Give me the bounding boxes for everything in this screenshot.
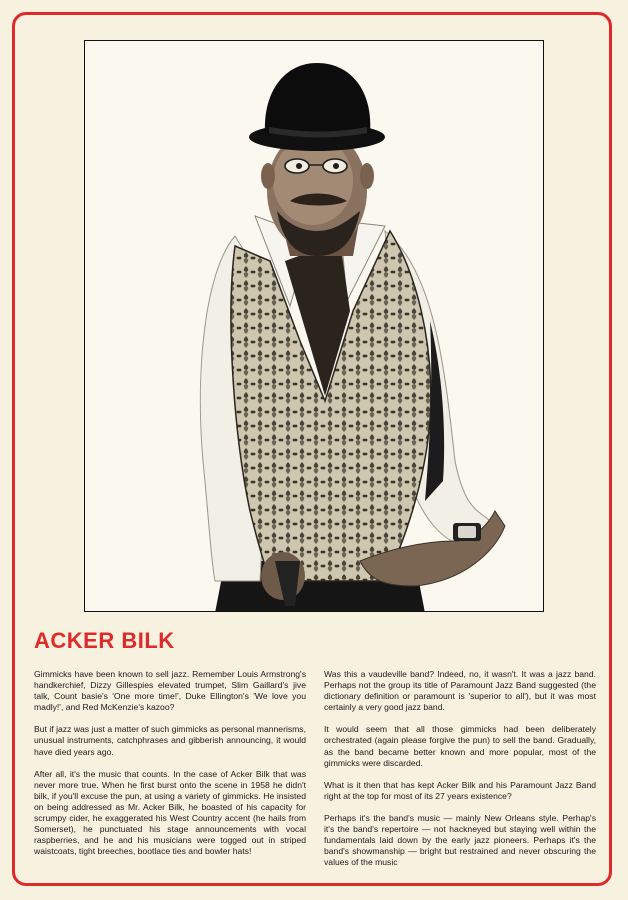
portrait-illustration (85, 41, 544, 612)
paragraph: Perhaps it's the band's music — mainly New Orleans style. Perhap's it's the band's repertoire — not hackneyed but staying well within the fundamentals laid down by the early jazz pioneers. Perhaps it's the band's showmanship — bright but restrained and never obscuring the values of the music (324, 812, 596, 868)
article-headline: ACKER BILK (34, 628, 175, 653)
paragraph: But if jazz was just a matter of such gimmicks as personal mannerisms, unusual instruments, catchphrases and gibberish announcing, it would have died years ago. (34, 724, 306, 757)
article-column-left (34, 669, 306, 868)
portrait-photo (84, 40, 544, 612)
paragraph: After all, it's the music that counts. In the case of Acker Bilk that was never more true. When he first burst onto the scene in 1958 he didn't bilk, if you'll excuse the pun, at using a variety of gimmicks. He insisted on being addressed as Mr. Acker Bilk, he boasted of his capacity for scrumpy cider, he exaggerated his West Country accent (he hails from Somerset), he punctuated his stage announcements with vocal raspberries, and he and his musicians were togged out in striped waistcoats, tight breeches, bootlace ties and bowler hats! (34, 768, 306, 857)
paragraph: What is it then that has kept Acker Bilk and his Paramount Jazz Band right at the top for most of its 27 years existence? (324, 779, 596, 801)
paragraph: It would seem that all those gimmicks had been deliberately orchestrated (again please forgive the pun) to sell the band. Gradually, as the band became better known and more popular, most of the gimmicks were discarded. (324, 724, 596, 768)
paragraph: Gimmicks have been known to sell jazz. Remember Louis Armstrong's handkerchief, Dizzy Gillespies elevated trumpet, Slim Gaillard's jive talk, Count basie's 'One more time!', Duke Ellington's 'We love you madly!', and Red McKenzie's kazoo? (34, 669, 306, 713)
paragraph: Was this a vaudeville band? Indeed, no, it wasn't. It was a jazz band. Perhaps not the group its title of Paramount Jazz Band suggested (the dictionary definition or paramount is 'superior to all'), but it was most certainly a very good jazz band. (324, 669, 596, 713)
article-column-right (324, 669, 596, 879)
